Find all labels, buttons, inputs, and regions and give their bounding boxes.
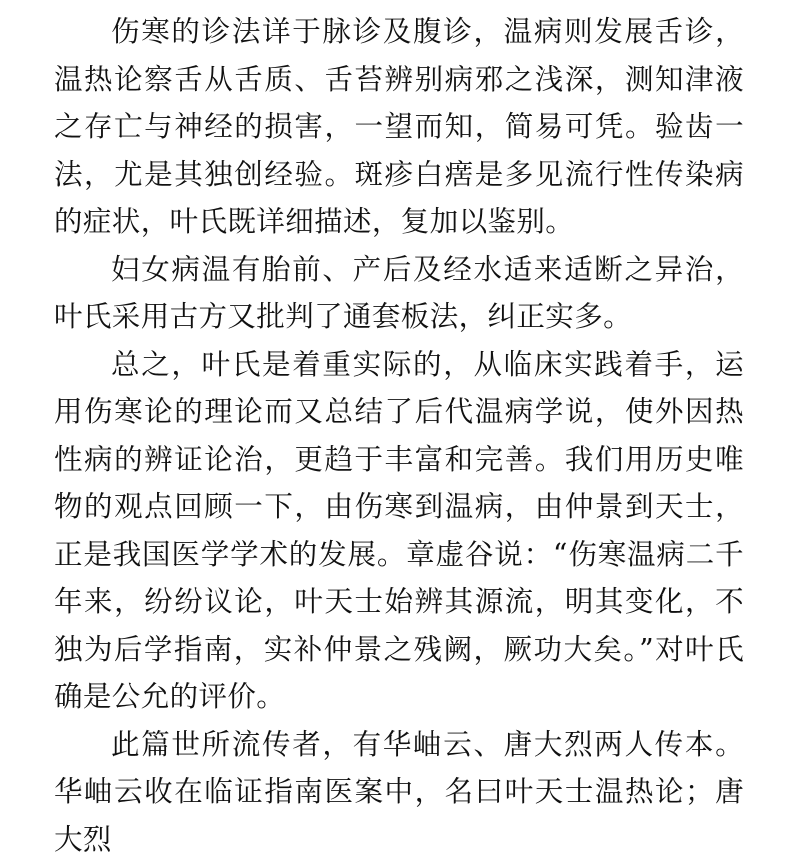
paragraph-transmission: 此篇世所流传者，有华岫云、唐大烈两人传本。华岫云收在临证指南医案中，名曰叶天士温热论；唐大烈 (54, 721, 744, 863)
paragraph-summary: 总之，叶氏是着重实际的，从临床实践着手，运用伤寒论的理论而又总结了后代温病学说，使外因热性病的辨证论治，更趋于丰富和完善。我们用历史唯物的观点回顾一下，由伤寒到温病，由仲景到天士，正是我国医学学术的发展。章虚谷说：“伤寒温病二千年来，纷纷议论，叶天士始辨其源流，明其变化，不独为后学指南，实补仲景之残阙，厥功大矣。”对叶氏确是公允的评价。 (54, 341, 744, 721)
paragraph-women-disease: 妇女病温有胎前、产后及经水适来适断之异治，叶氏采用古方又批判了通套板法，纠正实多。 (54, 246, 744, 341)
text-body (54, 8, 744, 863)
paragraph-diagnosis: 伤寒的诊法详于脉诊及腹诊，温病则发展舌诊，温热论察舌从舌质、舌苔辨别病邪之浅深，测知津液之存亡与神经的损害，一望而知，简易可凭。验齿一法，尤是其独创经验。斑疹白瘔是多见流行性传染病的症状，叶氏既详细描述，复加以鉴别。 (54, 8, 744, 246)
